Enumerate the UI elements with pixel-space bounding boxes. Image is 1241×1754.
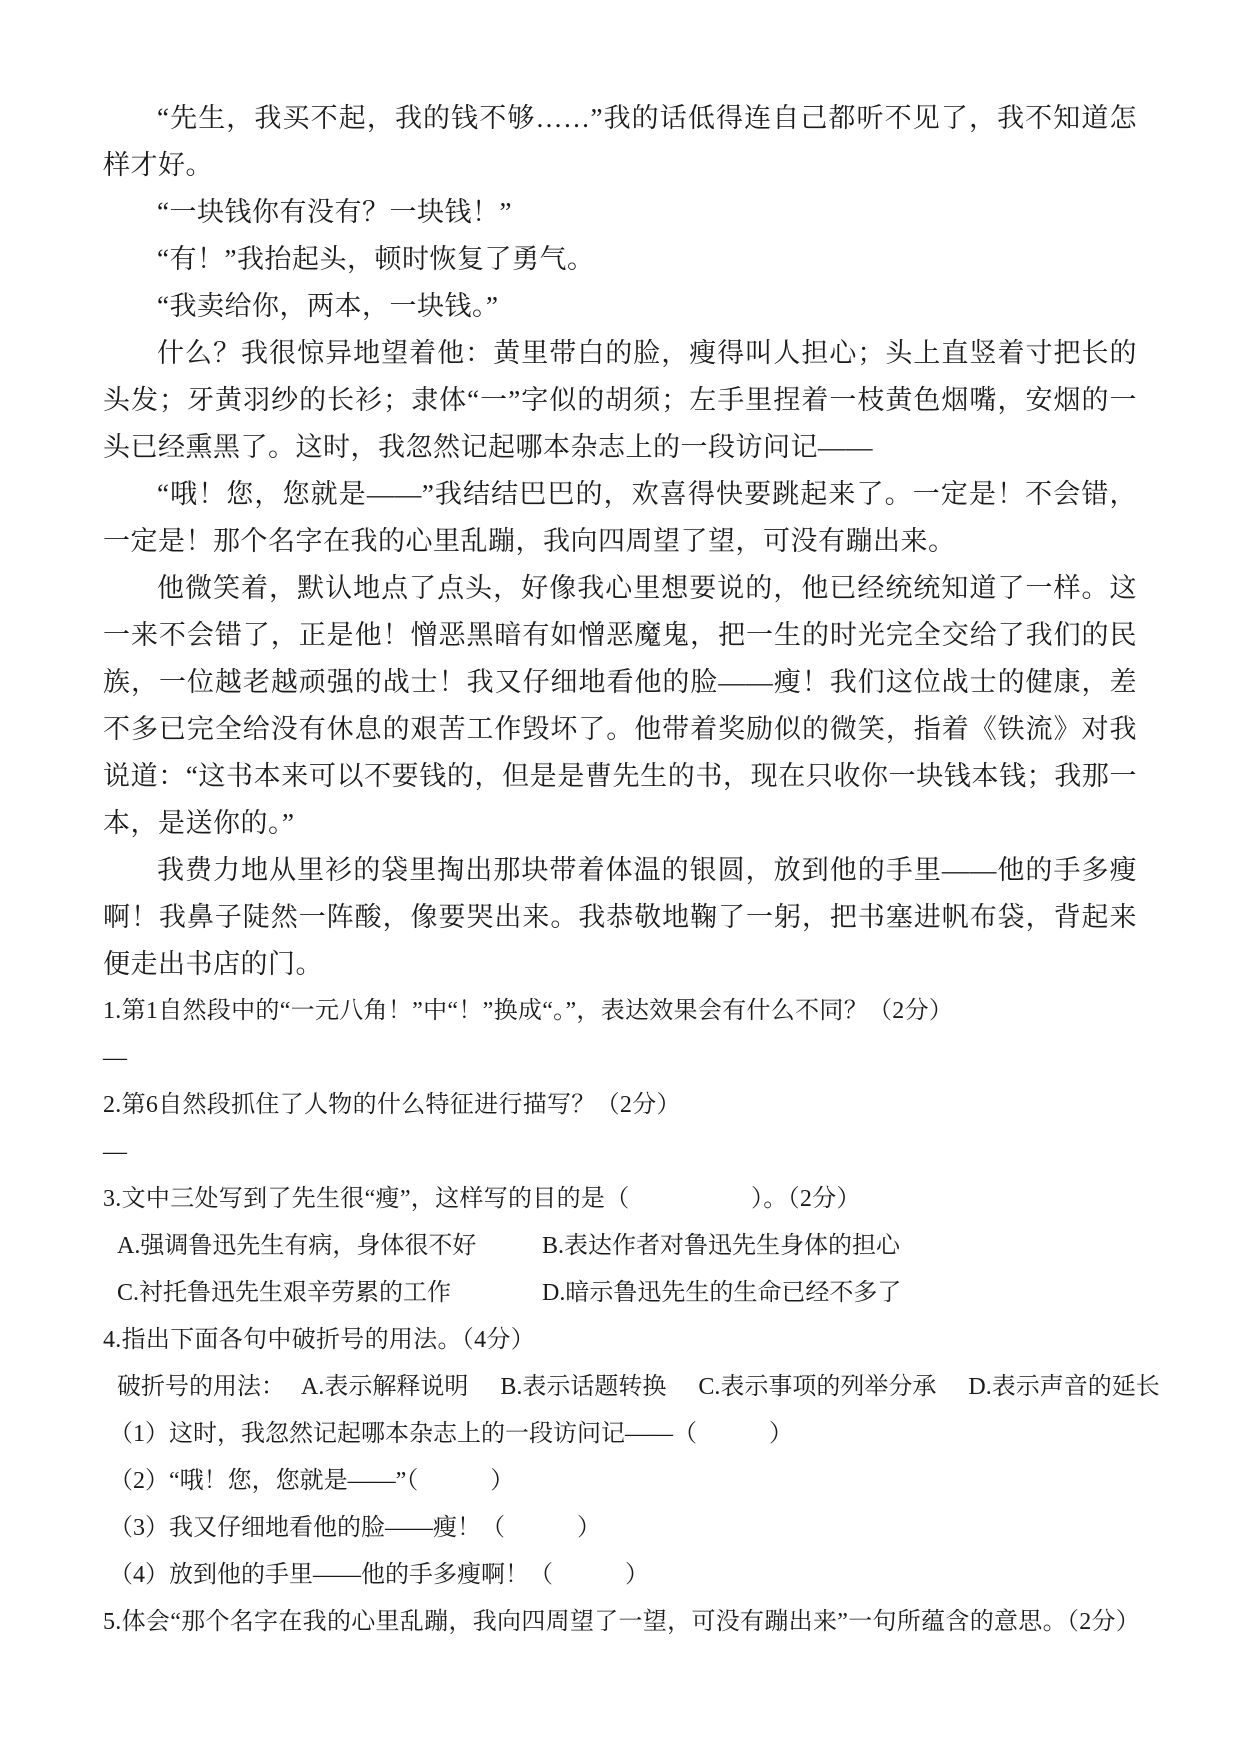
option-a: A.强调鲁迅先生有病，身体很不好 (117, 1233, 477, 1259)
question-3-options (103, 1223, 1137, 1317)
question-1: 1.第1自然段中的“一元八角！”中“！”换成“。”，表达效果会有什么不同？（2分） (103, 998, 954, 1024)
dash-usage-legend (103, 1364, 1160, 1411)
question-4-item-1: （1）这时，我忽然记起哪本杂志上的一段访问记——（ ） (109, 1421, 793, 1447)
usage-option-c: C.表示事项的列举分承 (698, 1374, 937, 1400)
passage-paragraph: “哦！您，您就是——”我结结巴巴的，欢喜得快要跳起来了。一定是！不会错，一定是！那个名字在我的心里乱蹦，我向四周望了望，可没有蹦出来。 (103, 479, 1137, 556)
passage-paragraph: “一块钱你有没有？一块钱！” (157, 197, 512, 227)
question-2: 2.第6自然段抓住了人物的什么特征进行描写？（2分） (103, 1092, 681, 1118)
usage-option-b: B.表示话题转换 (500, 1374, 667, 1400)
question-3: 3.文中三处写到了先生很“瘦”，这样写的目的是（ ）。（2分） (103, 1186, 861, 1212)
option-b: B.表达作者对鲁迅先生身体的担心 (542, 1233, 901, 1259)
question-4: 4.指出下面各句中破折号的用法。（4分） (103, 1327, 535, 1353)
usage-intro: 破折号的用法： (117, 1374, 285, 1400)
passage-paragraph: “先生，我买不起，我的钱不够……”我的话低得连自己都听不见了，我不知道怎样才好。 (103, 103, 1137, 180)
option-d: D.暗示鲁迅先生的生命已经不多了 (542, 1280, 902, 1306)
question-4-item-3: （3）我又仔细地看他的脸——瘦！（ ） (109, 1515, 601, 1541)
passage-paragraph: “我卖给你，两本，一块钱。” (157, 291, 499, 321)
option-c: C.衬托鲁迅先生艰辛劳累的工作 (117, 1280, 452, 1306)
reading-passage (103, 95, 1137, 988)
questions-section (103, 988, 1160, 1646)
usage-option-d: D.表示声音的延长 (968, 1374, 1160, 1400)
question-5: 5.体会“那个名字在我的心里乱蹦，我向四周望了一望，可没有蹦出来”一句所蕴含的意思。（2分） (103, 1609, 1141, 1635)
answer-line-1: — (103, 1045, 127, 1071)
question-4-item-2: （2）“哦！您，您就是——”（ ） (109, 1468, 515, 1494)
passage-paragraph: 我费力地从里衫的袋里掏出那块带着体温的银圆，放到他的手里——他的手多瘦啊！我鼻子陡然一阵酸，像要哭出来。我恭敬地鞠了一躬，把书塞进帆布袋，背起来便走出书店的门。 (103, 855, 1137, 979)
question-4-item-4: （4）放到他的手里——他的手多瘦啊！（ ） (109, 1562, 649, 1588)
passage-paragraph: 他微笑着，默认地点了点头，好像我心里想要说的，他已经统统知道了一样。这一来不会错了，正是他！憎恶黑暗有如憎恶魔鬼，把一生的时光完全交给了我们的民族，一位越老越顽强的战士！我又仔细地看他的脸——瘦！我们这位战士的健康，差不多已完全给没有休息的艰苦工作毁坏了。他带着奖励似的微笑，指着《铁流》对我说道：“这书本来可以不要钱的，但是是曹先生的书，现在只收你一块钱本钱；我那一本，是送你的。” (103, 573, 1137, 838)
answer-line-2: — (103, 1139, 127, 1165)
passage-paragraph: 什么？我很惊异地望着他：黄里带白的脸，瘦得叫人担心；头上直竖着寸把长的头发；牙黄羽纱的长衫；隶体“一”字似的胡须；左手里捏着一枝黄色烟嘴，安烟的一头已经熏黑了。这时，我忽然记起哪本杂志上的一段访问记—— (103, 338, 1137, 462)
usage-option-a: A.表示解释说明 (301, 1374, 469, 1400)
passage-paragraph: “有！”我抬起头，顿时恢复了勇气。 (157, 244, 595, 274)
